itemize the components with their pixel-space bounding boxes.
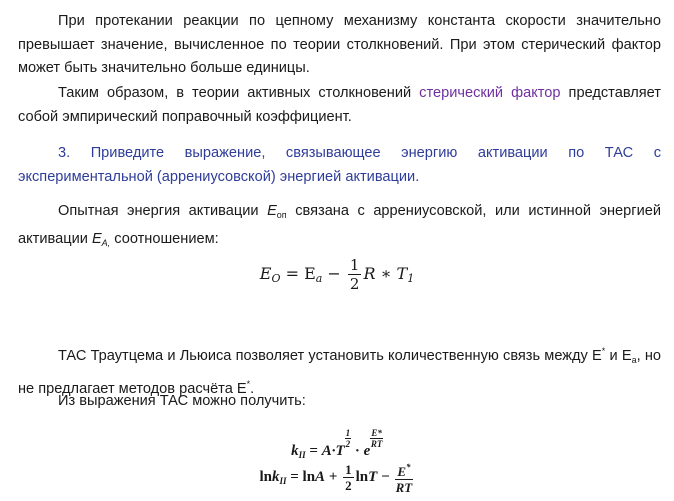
ea-subscript: A,: [101, 237, 111, 248]
paragraph-text: Таким образом, в теории активных столкновений: [58, 85, 420, 101]
formula-subscript: O: [271, 272, 281, 285]
formula-activation-energy: [0, 256, 674, 293]
formula-operator: ln: [259, 468, 272, 485]
formula-symbol: ·T: [331, 443, 345, 459]
fraction-denominator: 2: [345, 478, 352, 493]
fraction-numerator: [395, 460, 412, 480]
formula-symbol: T: [368, 468, 378, 485]
fraction-denominator: RT: [395, 480, 413, 495]
question-text: 3. Приведите выражение, связывающее энергию активации по ТАС с экспериментальной (аррениусовской) энергией активации.: [18, 145, 661, 185]
question-3-heading: [18, 142, 661, 189]
exponent-denominator: 2: [345, 439, 351, 449]
ea-symbol: E: [91, 230, 102, 247]
formula-symbol: = E: [280, 264, 316, 283]
paragraph-text: представляет собой эмпирический поправочный коэффициент.: [18, 85, 661, 125]
paragraph-chain-mechanism: [18, 10, 661, 81]
formula-operator: ·: [351, 443, 364, 459]
star-superscript: *: [406, 462, 411, 472]
paragraph-text: связана с аррениусовской, или истинной энергией активации: [18, 203, 662, 247]
e-symbol: E: [267, 203, 277, 219]
formula-symbol: R ∗ T: [363, 264, 408, 283]
steric-factor-link[interactable]: стерический фактор: [419, 85, 561, 101]
formula-symbol: E: [397, 464, 407, 479]
paragraph-text: .: [250, 380, 255, 397]
formula-symbol: A: [321, 443, 332, 459]
formula-subscript: 1: [407, 272, 415, 285]
paragraph-tac-expression: [18, 390, 661, 414]
formula-fraction: [343, 462, 354, 493]
formula-subscript: a: [315, 272, 323, 285]
exponent-numerator: 1: [345, 428, 351, 438]
paragraph-text: , но не предлагает методов расчёта E: [18, 348, 661, 397]
paragraph-text: Опытная энергия активации: [58, 203, 268, 219]
star-superscript: *: [601, 346, 606, 356]
formula-operator: −: [322, 264, 346, 283]
e-subscript: оп: [276, 210, 287, 220]
formula-subscript: II: [279, 475, 287, 486]
formula-operator: +: [325, 468, 342, 485]
formula-symbol: k: [271, 468, 280, 485]
formula-operator: ln: [355, 468, 369, 485]
formula-fraction: [395, 460, 412, 495]
formula-rate-constant: [0, 428, 674, 460]
paragraph-text: ТАС Траутцема и Льюиса позволяет установить количественную связь между E: [58, 348, 602, 364]
formula-operator: −: [377, 468, 394, 485]
exponent-denominator: RT: [370, 439, 383, 449]
formula-operator: =: [305, 443, 322, 459]
formula-symbol: k: [291, 443, 299, 459]
paragraph-text: Из выражения ТАС можно получить:: [58, 393, 306, 409]
paragraph-text: соотношением:: [110, 230, 219, 247]
fraction-numerator: 1: [345, 462, 352, 477]
paragraph-activation-energy: [18, 200, 661, 255]
formula-subscript: II: [298, 450, 306, 460]
formula-exponent: [370, 428, 383, 449]
formula-symbol: E: [259, 264, 272, 283]
ea-subscript: a: [631, 355, 637, 365]
paragraph-text: и E: [605, 348, 632, 364]
exponent-numerator: E*: [371, 428, 382, 438]
formula-fraction: [348, 256, 362, 293]
formula-symbol: A: [315, 468, 326, 485]
paragraph-text: При протекании реакции по цепному механизму константа скорости значительно превышает значение, вычисленное по теории столкновений. При этом стерический фактор может быть значительно больше единицы.: [18, 13, 661, 76]
formula-log-rate-constant: [0, 460, 674, 495]
star-superscript: *: [246, 378, 251, 389]
formula-symbol: e: [363, 443, 371, 459]
fraction-denominator: 2: [349, 275, 360, 293]
formula-operator: = ln: [286, 468, 316, 485]
fraction-numerator: 1: [349, 256, 360, 274]
paragraph-steric-factor: [18, 82, 661, 129]
